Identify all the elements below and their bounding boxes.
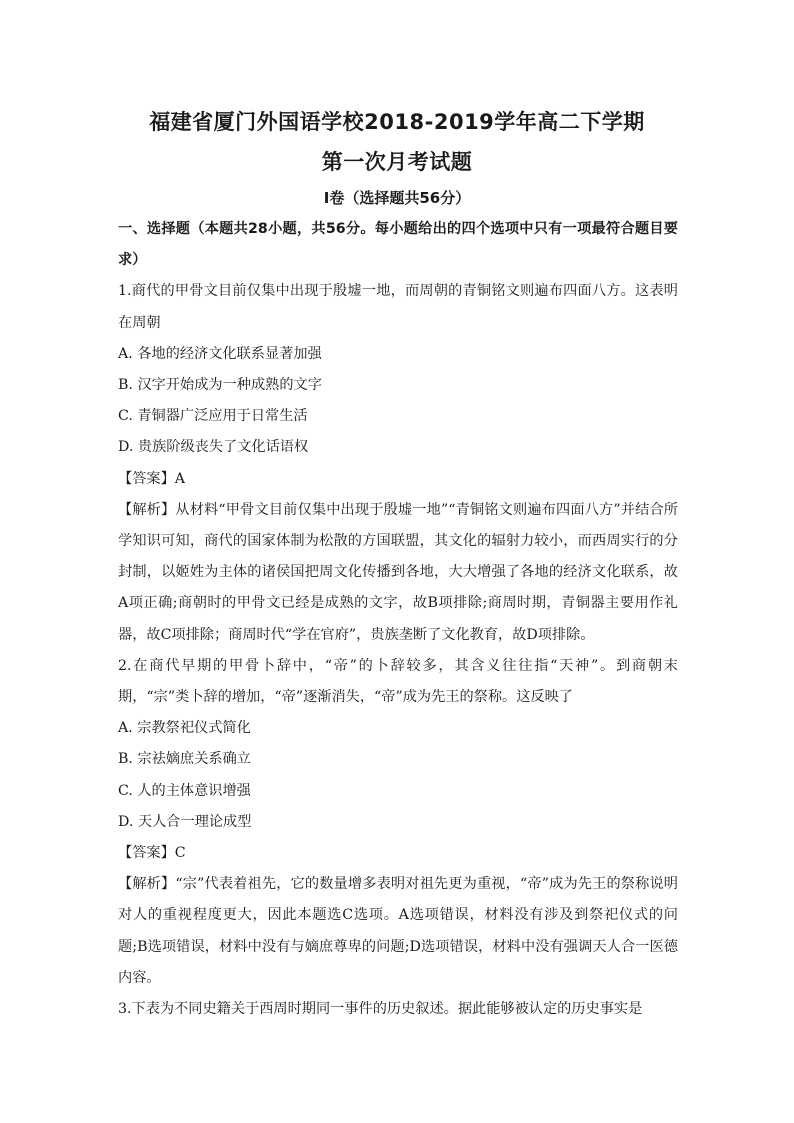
question-1-option-a: A. 各地的经济文化联系显著加强 (118, 345, 322, 362)
volume-heading: Ⅰ卷（选择题共56分） (323, 189, 471, 207)
question-1-analysis: 【解析】从材料“甲骨文目前仅集中出现于殷墟一地”“青铜铭文则遍布四面八方”并结合所学知识可知，商代的国家体制为松散的方国联盟，其文化的辐射力较小，而西周实行的分封制，以姬姓为主体的诸侯国把周文化传播到各地，大大增强了各地的经济文化联系，故A项正确;商朝时的甲骨文已经是成熟的文字，故B项排除;商周时期，青铜器主要用作礼器，故C项排除；商周时代“学在官府”，贵族垄断了文化教育，故D项排除。 (118, 501, 678, 643)
question-2-option-a: A. 宗教祭祀仪式简化 (118, 720, 251, 737)
question-1-option-b: B. 汉字开始成为一种成熟的文字 (118, 377, 322, 394)
question-1-answer: 【答案】A (118, 470, 185, 487)
exam-subtitle: 第一次月考试题 (321, 150, 473, 174)
question-2-option-c: C. 人的主体意识增强 (118, 782, 251, 799)
exam-title: 福建省厦门外国语学校2018-2019学年高二下学期 (149, 110, 645, 134)
question-2-option-b: B. 宗祛嫡庶关系确立 (118, 751, 251, 768)
question-2-answer: 【答案】C (118, 845, 186, 862)
exam-body (118, 214, 678, 1025)
question-2-option-d: D. 天人合一理论成型 (118, 813, 252, 830)
question-1-stem: 1.商代的甲骨文目前仅集中出现于殷墟一地，而周朝的青铜铭文则遍布四面八方。这表明在周朝 (118, 283, 678, 331)
question-2-analysis: 【解析】“宗”代表着祖先，它的数量增多表明对祖先更为重视，“帝”成为先王的祭称说明对人的重视程度更大，因此本题选C选项。A选项错误，材料没有涉及到祭祀仪式的问题;B选项错误，材料中没有与嫡庶尊卑的问题;D选项错误，材料中没有强调天人合一医德内容。 (118, 876, 678, 986)
section-heading: 一、选择题（本题共28小题，共56分。每小题给出的四个选项中只有一项最符合题目要求） (118, 221, 678, 269)
question-2-stem: 2.在商代早期的甲骨卜辞中，“帝”的卜辞较多，其含义往往指“天神”。到商朝末期，“宗”类卜辞的增加，“帝”逐渐消失，“帝”成为先王的祭称。这反映了 (118, 657, 678, 706)
question-1-option-c: C. 青铜器广泛应用于日常生活 (118, 408, 308, 425)
question-3-stem: 3.下表为不同史籍关于西周时期同一事件的历史叙述。据此能够被认定的历史事实是 (118, 1001, 643, 1018)
question-1-option-d: D. 贵族阶级丧失了文化话语权 (118, 439, 309, 456)
